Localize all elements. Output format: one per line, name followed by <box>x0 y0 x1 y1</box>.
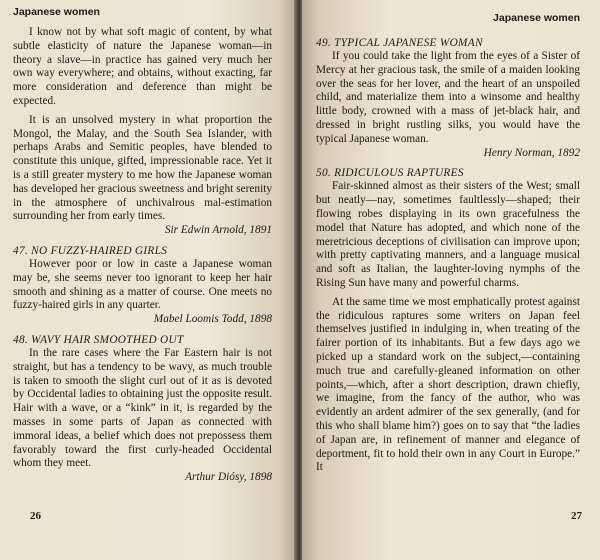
attribution: Sir Edwin Arnold, 1891 <box>164 224 272 237</box>
entry-text: If you could take the light from the eyes of a Sister of Mercy at her gracious task, the smile of a maiden looking over the seas for her lover, and the heart of an unspoiled child, and materialize them into a winsome and healthy little body, crowned with a mass of jet-black hair, and dressed in bright rustling silks, you would have the typical Japanese woman. <box>316 50 580 145</box>
attribution: Mabel Loomis Todd, 1898 <box>153 313 272 326</box>
attribution: Henry Norman, 1892 <box>483 146 580 159</box>
intro-paragraph: I know not by what soft magic of content, by what subtle elasticity of nature the Japanese woman—in theory a slave—in practice has gained very much her own way everywhere; and obtains, without exacting, far more consideration and deference than might be expected. <box>13 26 272 107</box>
page-number: 27 <box>571 510 582 522</box>
entry-title: 49. TYPICAL JAPANESE WOMAN <box>316 37 483 49</box>
entry-title: 48. WAVY HAIR SMOOTHED OUT <box>13 333 184 346</box>
entry-text: At the same time we most emphatically protest against the ridiculous raptures some writers on Japan feel themselves justified in indulging in, when treating of the fairer portion of its inhabitants. But a few days ago we picked up a standard work on the subject,—containing much true and carefully-gleaned information on other points,—which, after a short description, drawn chiefly, we imagine, from the fancy of the author, who was evidently an ardent admirer of the sex generally, (and for this who shall blame him?) goes on to say that “the ladies of Japan are, in refinement of manner and elegance of deportment, fit to hold their own in any Court in Europe.” It <box>316 295 580 474</box>
running-head: Japanese women <box>13 6 100 18</box>
entry-text: However poor or low in caste a Japanese woman may be, she seems never too ignorant to keep her hair smooth and shining as a matter of course. One meets no fuzzy-haired girls in any quarter. <box>13 257 272 312</box>
entry-text: In the rare cases where the Far Eastern hair is not straight, but has a tendency to be wavy, as much trouble is taken to smooth the slight curl out of it as is devoted by Occidental ladies to obtaining just the opposite result. Hair with a wave, or a “kink” in it, is regarded by the masses in some parts of Japan as connected with immoral ideas, a belief which does not prepossess them favorably toward the first curly-headed Occidental whom they meet. <box>13 346 272 470</box>
left-page <box>0 0 296 560</box>
intro-paragraph: It is an unsolved mystery in what proportion the Mongol, the Malay, and the South Sea Islander, with perhaps Arabs and Semitic peoples, have blended to constitute this unique, gifted, impressionable race. Yet it is a still greater mystery to me how the Japanese woman has developed her gracious sweetness and bright serenity in the atmosphere of unchivalrous mal-estimation surrounding her from early times. <box>13 113 272 223</box>
running-head: Japanese women <box>493 12 580 24</box>
entry-title: 47. NO FUZZY-HAIRED GIRLS <box>13 244 168 257</box>
entry-text: Fair-skinned almost as their sisters of the West; small but neatly—nay, sometimes faultlessly—shaped; their flowing robes displaying in its own gracefulness the model that Nature has adopted, and which none of the meretricious deceptions of civilisation can improve upon; with pretty captivating manners, and a language musical and soft as Italian, the laughter-loving nymphs of the Rising Sun have many and powerful charms. <box>316 180 580 289</box>
page-number: 26 <box>30 510 41 522</box>
attribution: Arthur Diósy, 1898 <box>185 471 272 484</box>
entry-title: 50. RIDICULOUS RAPTURES <box>316 167 464 180</box>
right-page <box>302 0 600 560</box>
